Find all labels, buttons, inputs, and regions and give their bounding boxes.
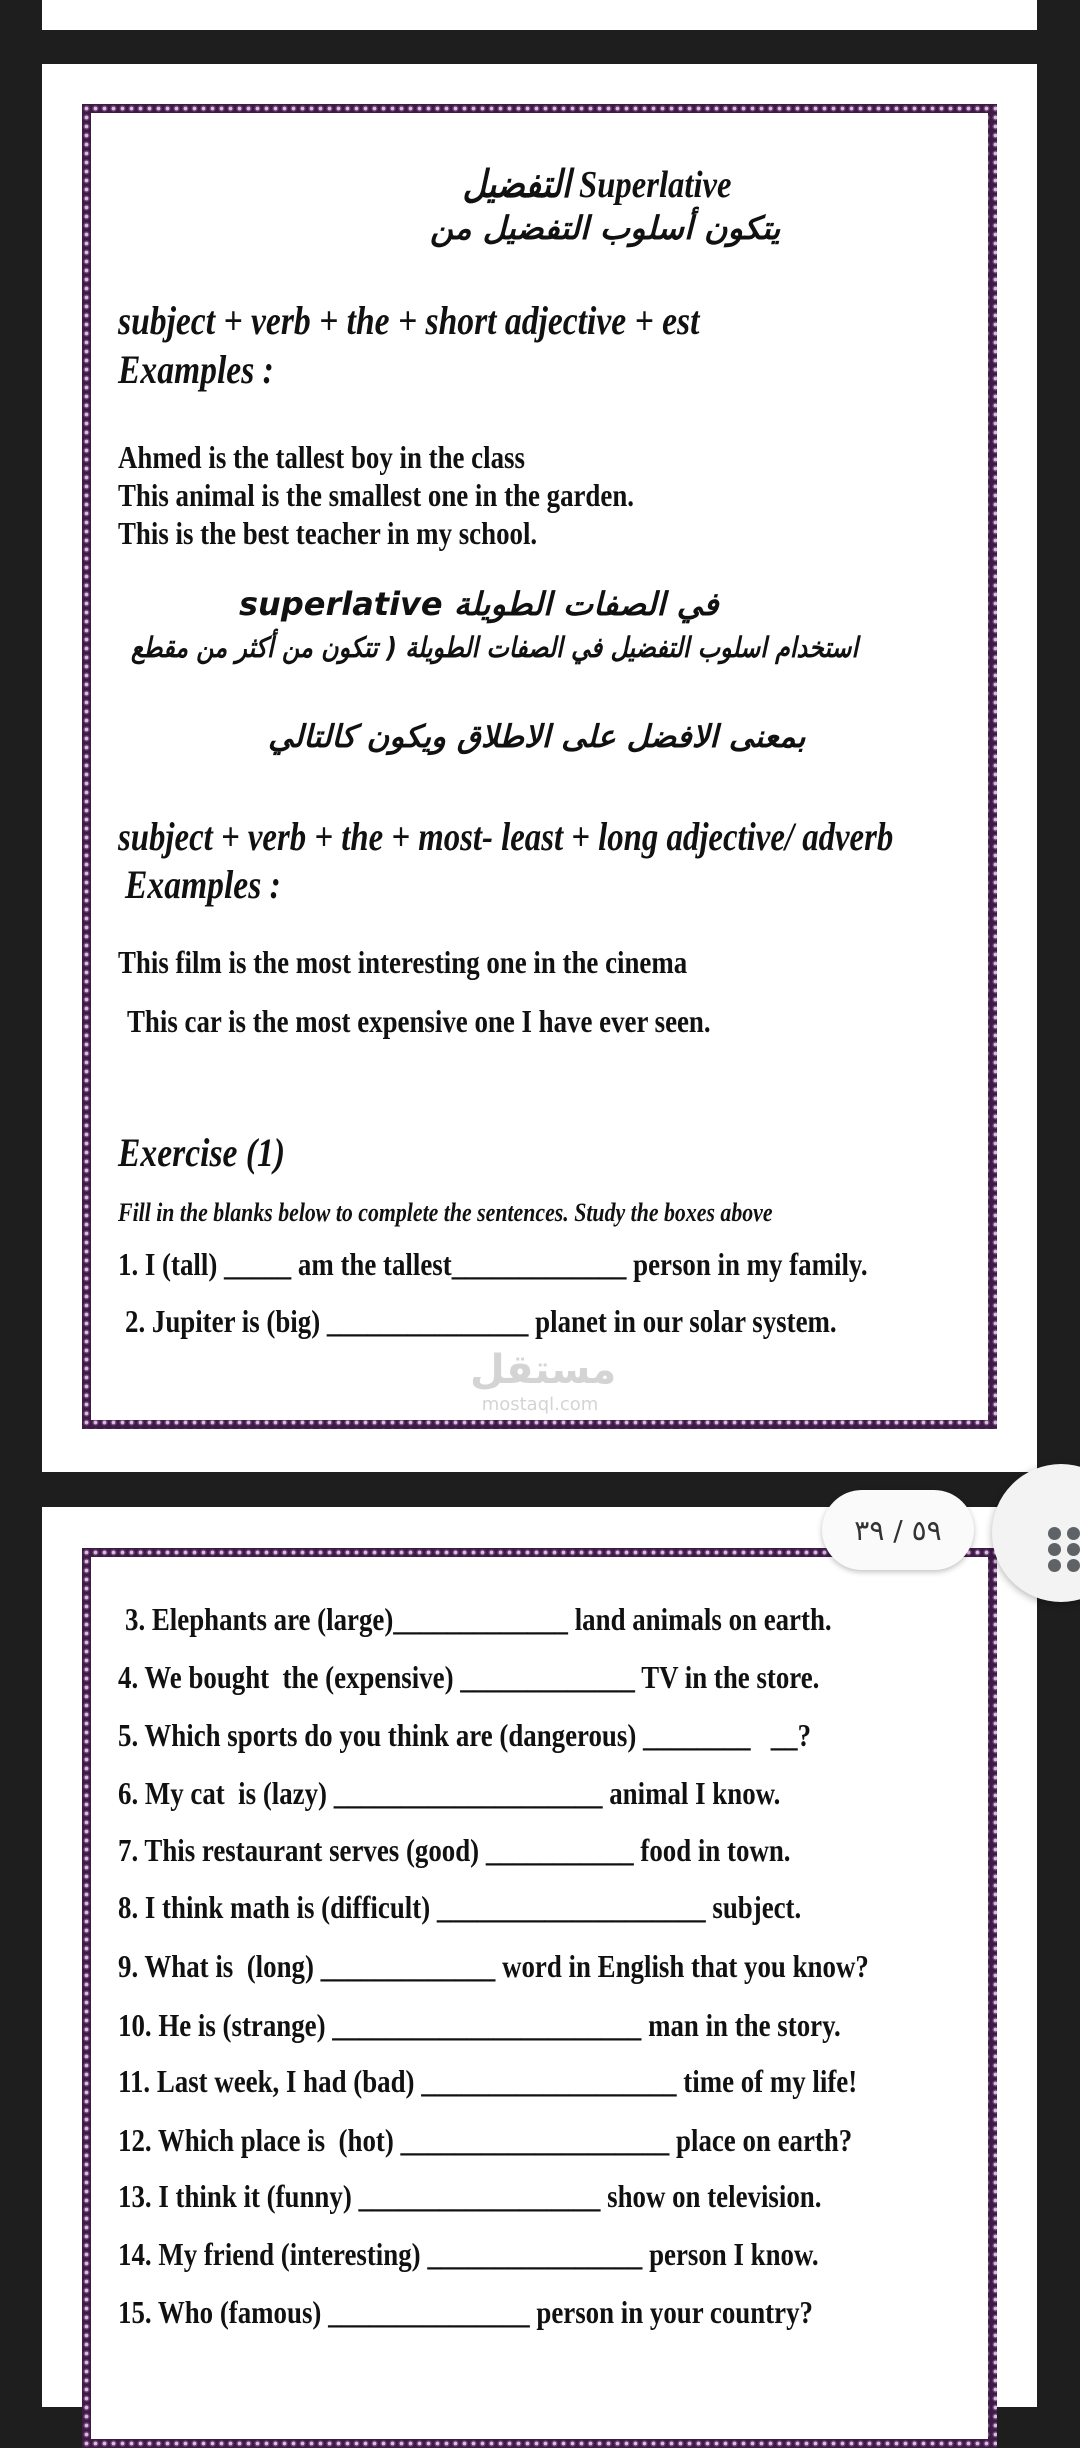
exercise-item: 12. Which place is (hot) ____________________ place on earth? [118, 2122, 853, 2158]
exercise-item: 13. I think it (funny) __________________ show on television. [118, 2178, 822, 2214]
subtitle-arabic: يتكون أسلوب التفضيل من [430, 209, 781, 247]
long-adjective-description: استخدام اسلوب التفضيل في الصفات الطويلة ( تتكون من أكثر من مقطع [131, 631, 859, 664]
exercise-item: 5. Which sports do you think are (dangerous) ________ __? [118, 1717, 812, 1753]
page-indicator: ٥٩ / ٣٩ [822, 1490, 974, 1570]
exercise-item: 8. I think math is (difficult) ____________________ subject. [118, 1889, 802, 1925]
exercise-item: 6. My cat is (lazy) ____________________ animal I know. [118, 1775, 781, 1811]
example-line: This film is the most interesting one in the cinema [118, 944, 688, 980]
examples-label: Examples : [125, 862, 281, 907]
exercise-item: 7. This restaurant serves (good) ___________ food in town. [118, 1832, 791, 1868]
formula-short: subject + verb + the + short adjective + est [118, 298, 700, 343]
watermark-logo: مستقل [470, 1347, 617, 1393]
examples-label: Examples : [118, 347, 274, 392]
exercise-item: 14. My friend (interesting) ________________ person I know. [118, 2236, 819, 2272]
example-line: Ahmed is the tallest boy in the class [118, 439, 525, 475]
exercise-item: 15. Who (famous) _______________ person in your country? [118, 2294, 813, 2330]
exercise-instructions: Fill in the blanks below to complete the sentences. Study the boxes above [118, 1198, 773, 1227]
formula-long: subject + verb + the + most- least + long adjective/ adverb [118, 814, 894, 859]
previous-page [42, 0, 1037, 30]
exercise-item: 11. Last week, I had (bad) ___________________ time of my life! [118, 2063, 858, 2099]
watermark-domain: mostaql.com [481, 1394, 599, 1415]
page-title: التفضيل Superlative [462, 164, 732, 206]
exercise-item: 2. Jupiter is (big) _______________ planet in our solar system. [125, 1303, 837, 1339]
meaning-line: بمعنى الافضل على الاطلاق ويكون كالتالي [268, 719, 806, 755]
exercise-item: 9. What is (long) _____________ word in English that you know? [118, 1948, 869, 1984]
long-adjective-heading: في الصفات الطويلة superlative [239, 585, 719, 623]
exercise-item: 10. He is (strange) _______________________ man in the story. [118, 2007, 841, 2043]
exercise-title: Exercise (1) [118, 1130, 286, 1175]
example-line: This car is the most expensive one I have ever seen. [127, 1003, 711, 1039]
example-line: This animal is the smallest one in the garden. [118, 477, 634, 513]
example-line: This is the best teacher in my school. [118, 515, 538, 551]
exercise-item: 4. We bought the (expensive) _____________ TV in the store. [118, 1659, 820, 1695]
exercise-item: 3. Elephants are (large)_____________ land animals on earth. [125, 1601, 832, 1637]
exercise-item: 1. I (tall) _____ am the tallest_____________ person in my family. [118, 1246, 868, 1282]
grid-dots-icon [1048, 1527, 1080, 1572]
